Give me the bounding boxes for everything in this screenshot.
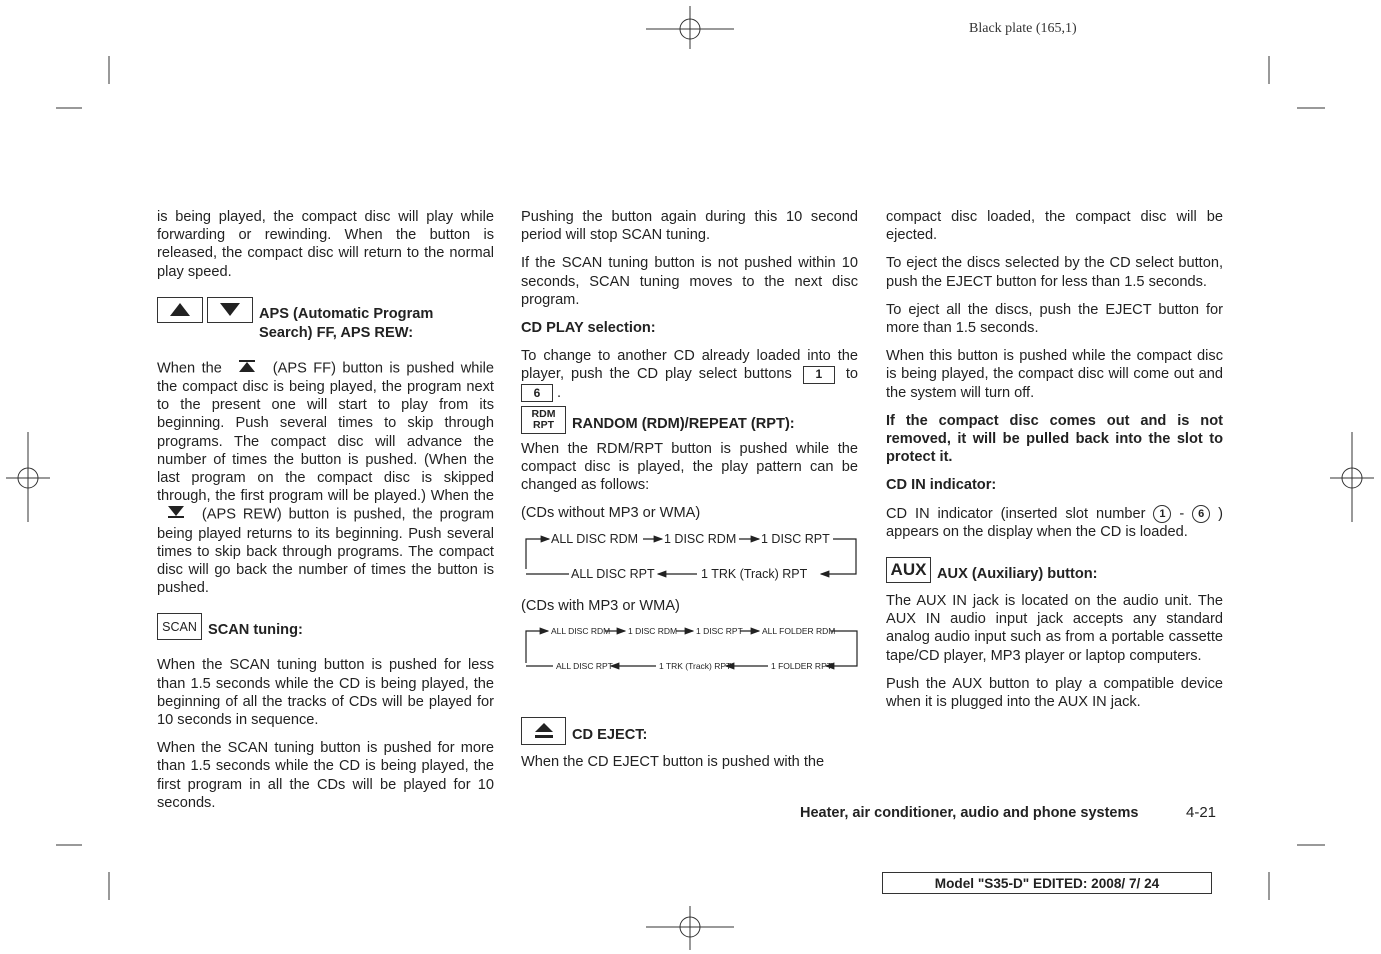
diag2-c: 1 DISC RPT bbox=[696, 625, 743, 636]
aps-ff-button-icon bbox=[157, 297, 203, 323]
flow-diagram-no-mp3 bbox=[521, 529, 861, 587]
cdplay-paragraph: To change to another CD already loaded into the player, push the CD play select buttons 1 to 6 . bbox=[521, 348, 859, 401]
plate-label: Black plate (165,1) bbox=[969, 21, 1077, 36]
paragraph: When the RDM/RPT button is pushed while the compact disc is played, the play pattern can be changed as follows: bbox=[521, 440, 858, 494]
cdin-paragraph: CD IN indicator (inserted slot number 1 - 6 ) appears on the display when the CD is loaded. bbox=[886, 505, 1223, 540]
paragraph: If the SCAN tuning button is not pushed within 10 seconds, SCAN tuning moves to the next disc program. bbox=[521, 255, 858, 308]
cd-no-mp3-label: (CDs without MP3 or WMA) bbox=[521, 505, 701, 522]
warning-text: If the compact disc comes out and is not removed, it will be pulled back into the slot to protect it. bbox=[886, 412, 1223, 466]
rdm-title: RANDOM (RDM)/REPEAT (RPT): bbox=[572, 415, 795, 432]
paragraph: Pushing the button again during this 10 second period will stop SCAN tuning. bbox=[521, 209, 858, 244]
diag1-a: ALL DISC RDM bbox=[551, 531, 639, 546]
scan-title: SCAN tuning: bbox=[208, 622, 303, 639]
diag2-f: 1 TRK (Track) RPT bbox=[659, 660, 732, 671]
flow-diagram-mp3 bbox=[521, 621, 861, 681]
aux-heading bbox=[886, 557, 1223, 584]
eject-button-icon bbox=[521, 717, 566, 745]
cdin-title: CD IN indicator: bbox=[886, 477, 997, 494]
diag2-a: ALL DISC RDM bbox=[551, 625, 611, 636]
aps-ff-icon bbox=[238, 359, 256, 378]
paragraph: Push the AUX button to play a compatible device when it is plugged into the AUX IN jack. bbox=[886, 675, 1223, 711]
cd-mp3-label: (CDs with MP3 or WMA) bbox=[521, 597, 680, 614]
slot-1-indicator: 1 bbox=[1153, 505, 1171, 523]
eject-heading bbox=[521, 717, 858, 745]
aps-rew-button-icon bbox=[207, 297, 253, 323]
aps-title: APS (Automatic Program Search) FF, APS REW: bbox=[259, 305, 434, 341]
paragraph: To eject all the discs, push the EJECT button for more than 1.5 seconds. bbox=[886, 301, 1223, 337]
aps-rew-icon bbox=[167, 505, 185, 524]
diag2-d: ALL FOLDER RDM bbox=[762, 625, 836, 636]
paragraph: When the SCAN tuning button is pushed for less than 1.5 seconds while the CD is being played, the beginning of all the tracks of CDs will be played for 10 seconds in sequence. bbox=[157, 657, 494, 729]
diag1-e: 1 TRK (Track) RPT bbox=[701, 566, 808, 581]
diag2-b: 1 DISC RDM bbox=[628, 625, 678, 636]
paragraph: When this button is pushed while the compact disc is being played, the compact disc will come out and the system will turn off. bbox=[886, 348, 1223, 401]
cd-select-6-key: 6 bbox=[521, 384, 553, 402]
diag2-e: ALL DISC RPT bbox=[556, 660, 613, 671]
diag2-g: 1 FOLDER RPT bbox=[771, 660, 832, 671]
rdm-rpt-button-icon: RDM RPT bbox=[521, 406, 566, 434]
paragraph: When the CD EJECT button is pushed with the bbox=[521, 753, 825, 770]
column-1 bbox=[157, 208, 494, 822]
scan-button-icon: SCAN bbox=[157, 613, 202, 640]
page-number: 4-21 bbox=[1186, 804, 1217, 821]
column-3 bbox=[886, 208, 1223, 721]
scan-heading bbox=[157, 613, 494, 640]
paragraph: To eject the discs selected by the CD select button, push the EJECT button for less than 1.5 seconds. bbox=[886, 255, 1223, 290]
paragraph: is being played, the compact disc will play while forwarding or rewinding. When the button is released, the compact disc will return to the normal play speed. bbox=[157, 209, 494, 280]
model-box: Model "S35-D" EDITED: 2008/ 7/ 24 bbox=[882, 872, 1212, 894]
aps-heading bbox=[157, 297, 494, 343]
paragraph: The AUX IN jack is located on the audio unit. The AUX IN audio input jack accepts any standard analog audio input such as from a portable cassette tape/CD player, MP3 player or laptop computers. bbox=[886, 593, 1223, 664]
cd-select-1-key: 1 bbox=[803, 366, 835, 384]
diag1-d: ALL DISC RPT bbox=[571, 566, 655, 581]
section-title: Heater, air conditioner, audio and phone systems bbox=[800, 805, 1139, 821]
slot-6-indicator: 6 bbox=[1192, 505, 1210, 523]
aux-button-icon: AUX bbox=[886, 557, 931, 583]
paragraph: compact disc loaded, the compact disc will be ejected. bbox=[886, 209, 1223, 244]
rdm-heading bbox=[521, 406, 858, 434]
diag1-c: 1 DISC RPT bbox=[761, 531, 830, 546]
eject-title: CD EJECT: bbox=[572, 726, 648, 743]
diag1-b: 1 DISC RDM bbox=[664, 531, 737, 546]
aps-paragraph: When the (APS FF) button is pushed while the compact disc is being played, the program next to the present one will start to play from its beginning. Push several times to skip through programs. The compact disc will advance the number of times the button is pushed. (When the last program on the compact disc is skipped through, the first program will be played.) When the (APS REW) button is pushed, the program being played returns to its beginning. Push several times to skip back through programs. The compact disc will go back the number of times the button is pushed. bbox=[157, 360, 494, 597]
column-2 bbox=[521, 208, 858, 781]
aux-title: AUX (Auxiliary) button: bbox=[937, 566, 1098, 583]
paragraph: When the SCAN tuning button is pushed for more than 1.5 seconds while the CD is being played, the first program in all the CDs will be played for 10 seconds. bbox=[157, 740, 494, 811]
cdplay-title: CD PLAY selection: bbox=[521, 320, 656, 337]
